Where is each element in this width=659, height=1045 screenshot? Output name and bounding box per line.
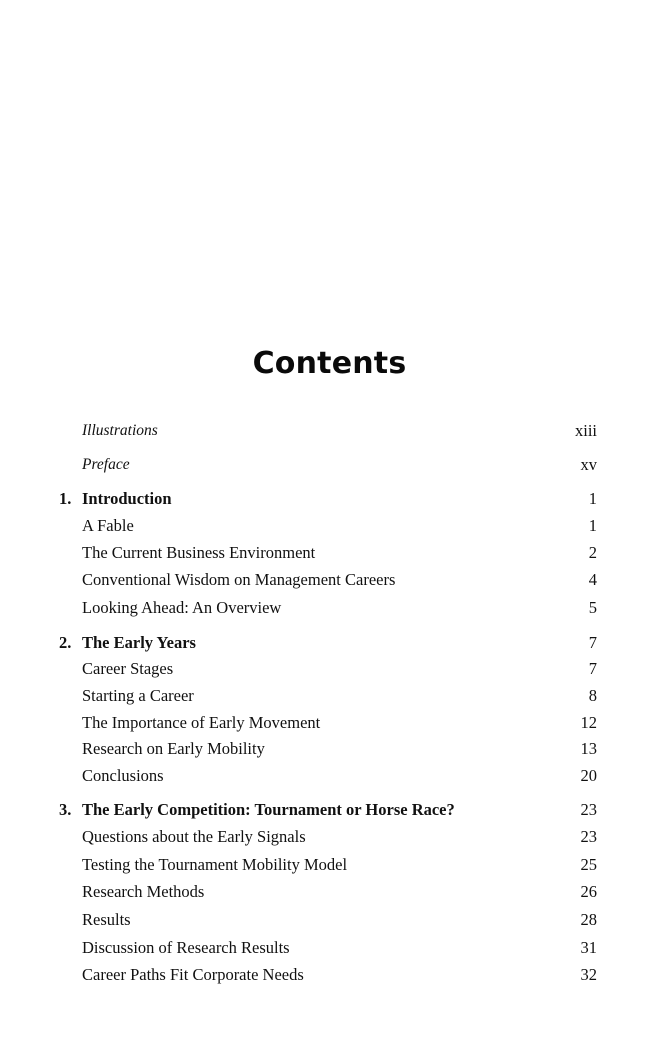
section-title: Research on Early Mobility [82, 739, 265, 758]
toc-section [0, 596, 659, 620]
toc-entry-label: Illustrations [82, 422, 158, 439]
section-title: Discussion of Research Results [82, 938, 290, 957]
toc-section [0, 880, 659, 904]
section-page: 25 [580, 855, 597, 874]
chapter-page: 7 [588, 633, 597, 652]
chapter-title: The Early Years [82, 633, 196, 652]
section-title: The Current Business Environment [82, 543, 316, 562]
section-page: 5 [588, 598, 597, 617]
toc-section [0, 684, 659, 708]
chapter-page: 23 [580, 800, 597, 819]
toc-section [0, 657, 659, 681]
section-page: 7 [588, 659, 597, 678]
section-title: Results [82, 910, 131, 929]
chapter-page: 1 [588, 489, 597, 508]
section-title: Testing the Tournament Mobility Model [82, 855, 348, 874]
toc-section [0, 737, 659, 761]
section-page: 13 [580, 739, 597, 758]
section-title: Questions about the Early Signals [82, 827, 306, 846]
chapter-number: 2. [59, 633, 72, 652]
section-title: The Importance of Early Movement [82, 713, 321, 732]
page-title: Contents [252, 346, 407, 382]
toc-chapter-1 [0, 487, 659, 511]
toc-entry-page: xv [580, 455, 597, 474]
toc-section [0, 908, 659, 932]
section-page: 8 [588, 686, 597, 705]
chapter-title: Introduction [82, 489, 172, 508]
toc-chapter-2 [0, 631, 659, 655]
toc-section [0, 963, 659, 987]
section-page: 28 [580, 910, 597, 929]
toc-section [0, 568, 659, 592]
toc-section [0, 936, 659, 960]
toc-section [0, 825, 659, 849]
toc-section [0, 541, 659, 565]
chapter-number: 3. [59, 800, 72, 819]
section-page: 2 [588, 543, 597, 562]
toc-entry-preface [0, 453, 659, 477]
toc-section [0, 853, 659, 877]
section-title: Conclusions [82, 766, 164, 785]
toc-section [0, 711, 659, 735]
section-title: Looking Ahead: An Overview [82, 598, 282, 617]
chapter-number: 1. [59, 489, 72, 508]
section-title: Conventional Wisdom on Management Careers [82, 570, 396, 589]
section-page: 4 [588, 570, 597, 589]
section-page: 32 [580, 965, 597, 984]
section-title: Research Methods [82, 882, 205, 901]
section-page: 1 [588, 516, 597, 535]
toc-section [0, 764, 659, 788]
section-page: 26 [580, 882, 597, 901]
section-page: 12 [580, 713, 597, 732]
section-title: Career Stages [82, 659, 174, 678]
toc-entry-label: Preface [82, 456, 130, 473]
toc-chapter-3 [0, 798, 659, 822]
section-page: 20 [580, 766, 597, 785]
section-page: 31 [580, 938, 597, 957]
section-title: Starting a Career [82, 686, 194, 705]
toc-entry-illustrations [0, 419, 659, 443]
chapter-title: The Early Competition: Tournament or Horse Race? [82, 800, 455, 819]
toc-entry-page: xiii [574, 421, 597, 440]
toc-section [0, 514, 659, 538]
section-page: 23 [580, 827, 597, 846]
section-title: A Fable [82, 516, 134, 535]
section-title: Career Paths Fit Corporate Needs [82, 965, 304, 984]
